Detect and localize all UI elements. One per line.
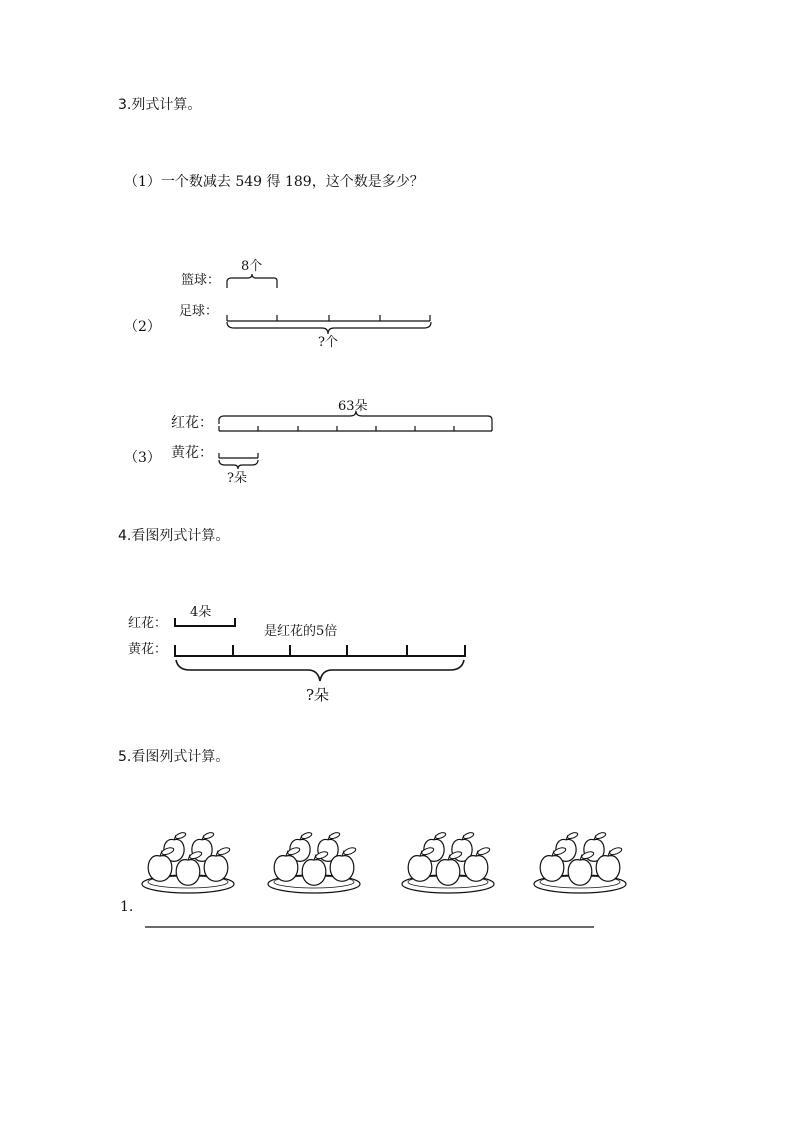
q3-part3-value-total: 63朵 bbox=[338, 399, 368, 414]
q3-part2-basketball-label: 篮球： bbox=[181, 273, 221, 288]
q3-heading: 3.列式计算。 bbox=[118, 97, 202, 113]
q4-yellowflower-label: 黄花： bbox=[128, 642, 168, 657]
q3-part3-yellowflower-label: 黄花： bbox=[171, 445, 213, 461]
apple-plate bbox=[534, 831, 626, 893]
q4-redflower-value: 4朵 bbox=[190, 605, 212, 620]
q3-part2-football-label: 足球： bbox=[179, 304, 219, 319]
q5-heading: 5.看图列式计算。 bbox=[118, 749, 230, 765]
q3-part3-label: （3） bbox=[124, 450, 161, 466]
apple-plate bbox=[268, 831, 360, 893]
apple-plate bbox=[142, 831, 234, 893]
q3-part2-label: （2） bbox=[124, 319, 161, 335]
q3-part2-basketball-bracket bbox=[227, 274, 277, 288]
q3-part3-total-brace bbox=[219, 411, 492, 426]
q3-part2-basketball-value: 8个 bbox=[241, 259, 263, 274]
q4-total: ?朵 bbox=[306, 686, 330, 704]
q5-answer-label: 1. bbox=[120, 899, 134, 915]
q3-part3-redflower-bar bbox=[219, 426, 492, 431]
q3-part3-yellowflower-value: ?朵 bbox=[227, 471, 247, 486]
q5-apple-plates bbox=[142, 831, 626, 893]
q4-heading: 4.看图列式计算。 bbox=[118, 528, 230, 544]
q4-redflower-bar bbox=[175, 618, 235, 627]
q3-part3-yellowflower-bar bbox=[219, 453, 258, 469]
q4-redflower-label: 红花： bbox=[128, 616, 168, 631]
q4-note: 是红花的5倍 bbox=[264, 624, 338, 639]
q3-part2-football-bar bbox=[227, 315, 430, 321]
q4-total-brace bbox=[176, 660, 464, 681]
apple-plate bbox=[402, 831, 494, 893]
q3-part2-total-brace bbox=[227, 322, 431, 334]
q3-part3-redflower-label: 红花： bbox=[171, 415, 213, 431]
q3-part1-question: （1）一个数减去 549 得 189，这个数是多少？ bbox=[124, 174, 424, 190]
q3-part2-football-value: ?个 bbox=[318, 335, 338, 350]
q4-yellowflower-bar bbox=[175, 645, 465, 657]
